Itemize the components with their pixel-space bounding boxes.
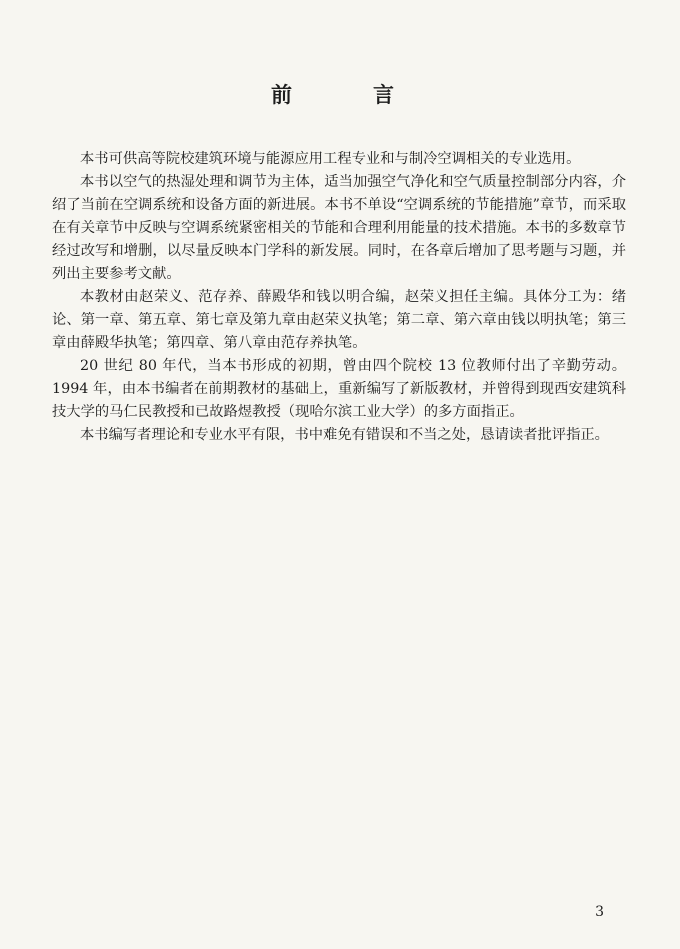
paragraph: 本书编写者理论和专业水平有限，书中难免有错误和不当之处，恳请读者批评指正。 [80, 427, 609, 443]
page-number: 3 [595, 904, 604, 920]
paragraph: 本书以空气的热湿处理和调节为主体，适当加强空气净化和空气质量控制部分内容，介绍了当前在空调系统和设备方面的新进展。本书不单设“空调系统的节能措施”章节，而采取在有关章节中反映与空调系统紧密相关的节能和合理利用能量的技术措施。本书的多数章节经过改写和增删，以尽量反映本门学科的新发展。同时，在各章后增加了思考题与习题，并列出主要参考文献。 [52, 174, 626, 282]
preface-body [52, 148, 626, 447]
preface-heading: 前 言 [271, 82, 424, 107]
paragraph: 本教材由赵荣义、范存养、薛殿华和钱以明合编，赵荣义担任主编。具体分工为：绪论、第一章、第五章、第七章及第九章由赵荣义执笔；第二章、第六章由钱以明执笔；第三章由薛殿华执笔；第四章、第八章由范存养执笔。 [52, 289, 626, 351]
paragraph: 20 世纪 80 年代，当本书形成的初期，曾由四个院校 13 位教师付出了辛勤劳动。1994 年，由本书编者在前期教材的基础上，重新编写了新版教材，并曾得到现西安建筑科技大学的马仁民教授和已故路煜教授（现哈尔滨工业大学）的多方面指正。 [52, 358, 626, 420]
paragraph: 本书可供高等院校建筑环境与能源应用工程专业和与制冷空调相关的专业选用。 [80, 151, 581, 167]
